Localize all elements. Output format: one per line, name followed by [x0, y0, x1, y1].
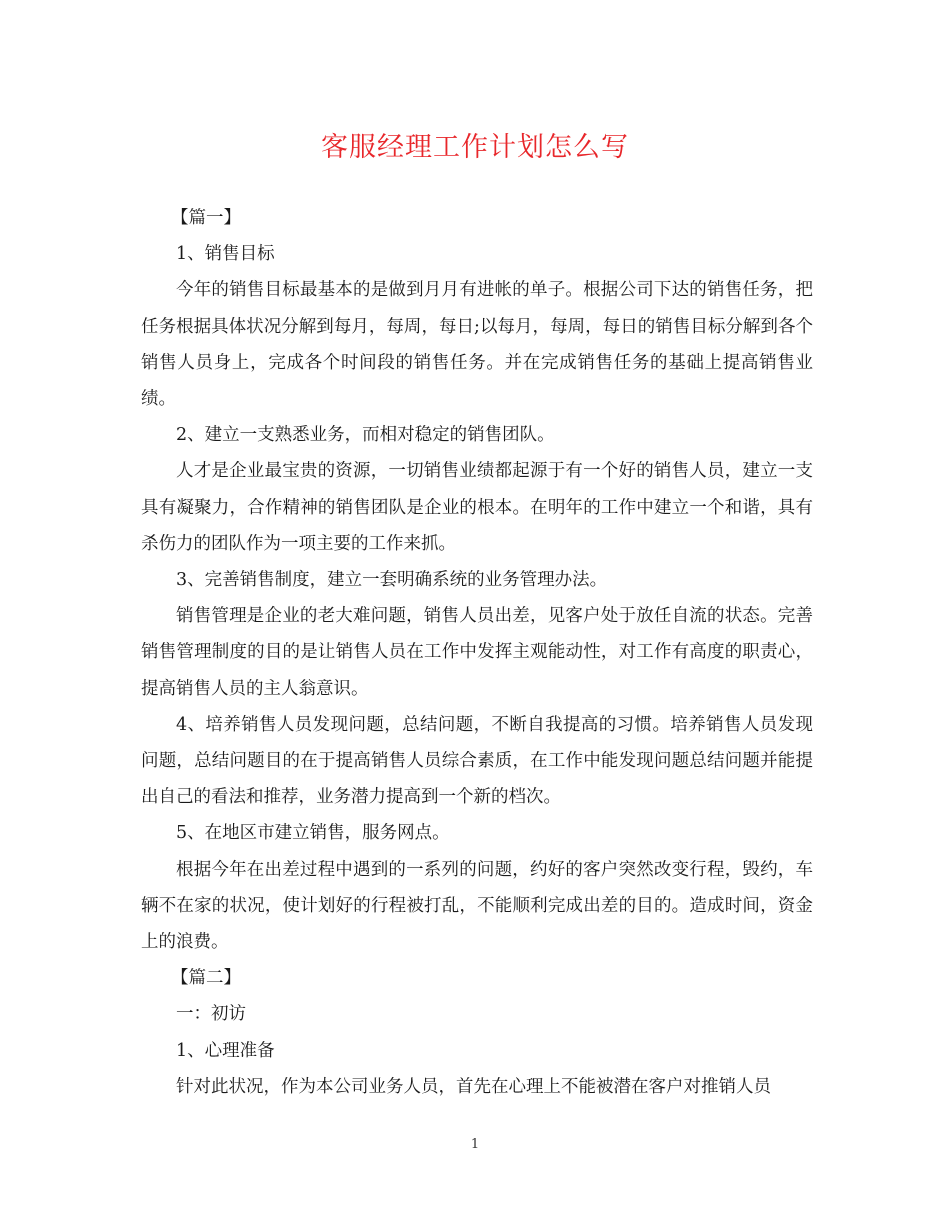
paragraph: 一：初访 [176, 1004, 246, 1025]
document-title: 客服经理工作计划怎么写 [321, 132, 629, 163]
section-heading-2: 【篇二】 [171, 968, 241, 989]
paragraph: 1、销售目标 [176, 244, 275, 265]
paragraph: 3、完善销售制度，建立一套明确系统的业务管理办法。 [176, 570, 608, 591]
paragraph: 人才是企业最宝贵的资源，一切销售业绩都起源于有一个好的销售人员，建立一支具有凝聚力，合作精神的销售团队是企业的根本。在明年的工作中建立一个和谐，具有杀伤力的团队作为一项主要的工作来抓。 [141, 461, 813, 554]
paragraph: 5、在地区市建立销售，服务网点。 [176, 823, 450, 844]
section-heading-1: 【篇一】 [171, 208, 241, 228]
page-number: 1 [470, 1137, 480, 1152]
paragraph: 2、建立一支熟悉业务，而相对稳定的销售团队。 [176, 425, 555, 446]
paragraph: 4、培养销售人员发现问题，总结问题，不断自我提高的习惯。培养销售人员发现问题，总结问题目的在于提高销售人员综合素质，在工作中能发现问题总结问题并能提出自己的看法和推荐，业务潜力提高到一个新的档次。 [141, 714, 813, 808]
paragraph: 销售管理是企业的老大难问题，销售人员出差，见客户处于放任自流的状态。完善销售管理制度的目的是让销售人员在工作中发挥主观能动性，对工作有高度的职责心，提高销售人员的主人翁意识。 [141, 606, 813, 699]
paragraph: 1、心理准备 [176, 1040, 275, 1061]
paragraph: 针对此状况，作为本公司业务人员，首先在心理上不能被潜在客户对推销人员 [176, 1076, 771, 1097]
paragraph: 今年的销售目标最基本的是做到月月有进帐的单子。根据公司下达的销售任务，把任务根据具体状况分解到每月，每周，每日;以每月，每周，每日的销售目标分解到各个销售人员身上，完成各个时间段的销售任务。并在完成销售任务的基础上提高销售业绩。 [141, 280, 813, 410]
paragraph: 根据今年在出差过程中遇到的一系列的问题，约好的客户突然改变行程，毁约，车辆不在家的状况，使计划好的行程被打乱，不能顺利完成出差的目的。造成时间，资金上的浪费。 [141, 859, 813, 953]
document-body [141, 200, 813, 1105]
